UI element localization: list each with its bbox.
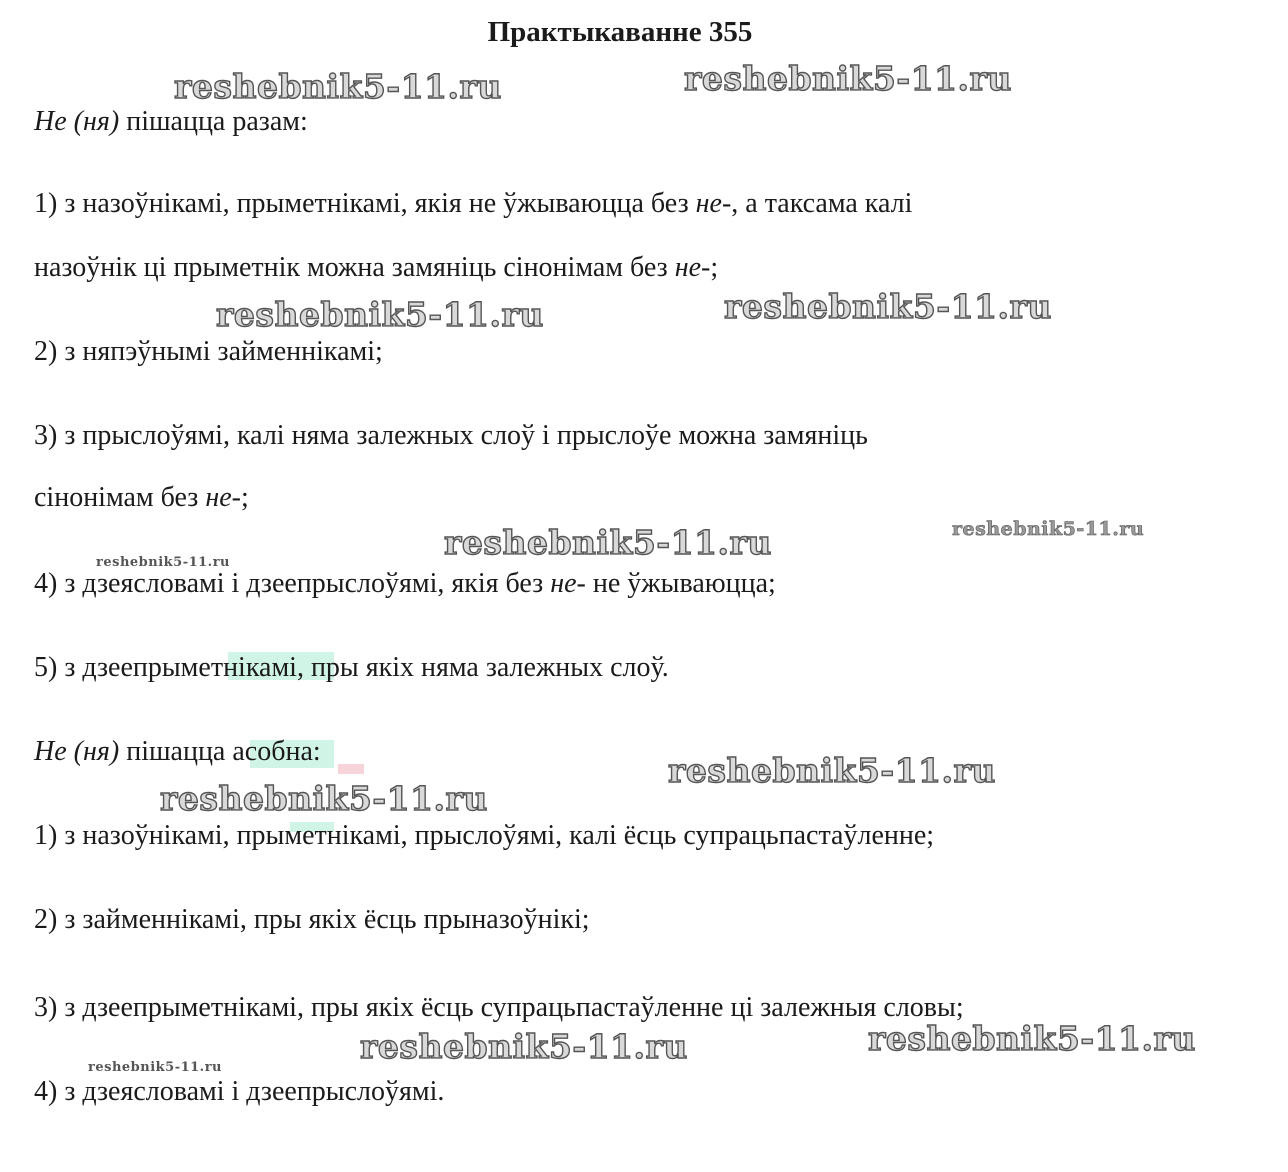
rule-2-2: 2) з займеннікамі, пры якіх ёсць прыназоўнікі;	[34, 904, 590, 935]
page-title: Практыкаванне 355	[487, 16, 753, 48]
rule-5: 5) з дзеепрыметнікамі, пры якіх няма залежных слоў.	[34, 652, 669, 683]
watermark: reshebnik5-11.ru	[88, 1060, 223, 1075]
watermark: reshebnik5-11.ru	[360, 1027, 688, 1066]
rule-italic: не-	[674, 252, 711, 283]
heading-italic: Не (ня)	[34, 106, 120, 137]
watermark: reshebnik5-11.ru	[96, 555, 231, 570]
rule-italic: не-	[550, 568, 586, 599]
rule-text: не ўжываюцца;	[585, 568, 776, 599]
watermark: reshebnik5-11.ru	[668, 751, 996, 790]
rule-2-3: 3) з дзеепрыметнікамі, пры якіх ёсць супрацьпастаўленне ці залежныя словы;	[34, 992, 964, 1023]
watermark: reshebnik5-11.ru	[216, 295, 544, 334]
heading-text: пішацца асобна:	[119, 736, 321, 767]
watermark: reshebnik5-11.ru	[684, 59, 1012, 98]
rule-text: ;	[241, 482, 249, 513]
rule-4	[34, 566, 776, 602]
rule-1-line-1	[34, 186, 912, 222]
rule-text: , а таксама калі	[731, 188, 913, 219]
section2-heading	[34, 734, 321, 770]
rule-2: 2) з няпэўнымі займеннікамі;	[34, 336, 383, 367]
rule-text: 4) з дзеясловамі і дзеепрыслоўямі, якія без	[34, 568, 551, 599]
section1-heading	[34, 104, 308, 140]
rule-text: 1) з назоўнікамі, прыметнікамі, якія не ўжываюцца без	[34, 188, 696, 219]
watermark: reshebnik5-11.ru	[174, 67, 502, 106]
watermark: reshebnik5-11.ru	[868, 1019, 1196, 1058]
rule-text: назоўнік ці прыметнік можна замяніць сінонімам без	[34, 252, 675, 283]
highlight-mark	[338, 764, 364, 774]
rule-text: сінонімам без	[34, 482, 206, 513]
rule-italic: не-	[695, 188, 732, 219]
watermark: reshebnik5-11.ru	[444, 523, 772, 562]
rule-3-line-2	[34, 480, 249, 516]
watermark: reshebnik5-11.ru	[952, 518, 1145, 540]
rule-italic: не-	[205, 482, 241, 513]
heading-italic: Не (ня)	[34, 736, 120, 767]
watermark: reshebnik5-11.ru	[160, 779, 488, 818]
rule-1-line-2	[34, 250, 718, 286]
watermark: reshebnik5-11.ru	[724, 287, 1052, 326]
rule-text: ;	[710, 252, 719, 283]
rule-3-line-1: 3) з прыслоўямі, калі няма залежных слоў і прыслоўе можна замяніць	[34, 420, 868, 451]
heading-text: пішацца разам:	[119, 106, 308, 137]
rule-2-4: 4) з дзеясловамі і дзеепрыслоўямі.	[34, 1076, 445, 1107]
rule-2-1: 1) з назоўнікамі, прыметнікамі, прыслоўямі, калі ёсць супрацьпастаўленне;	[34, 820, 935, 851]
